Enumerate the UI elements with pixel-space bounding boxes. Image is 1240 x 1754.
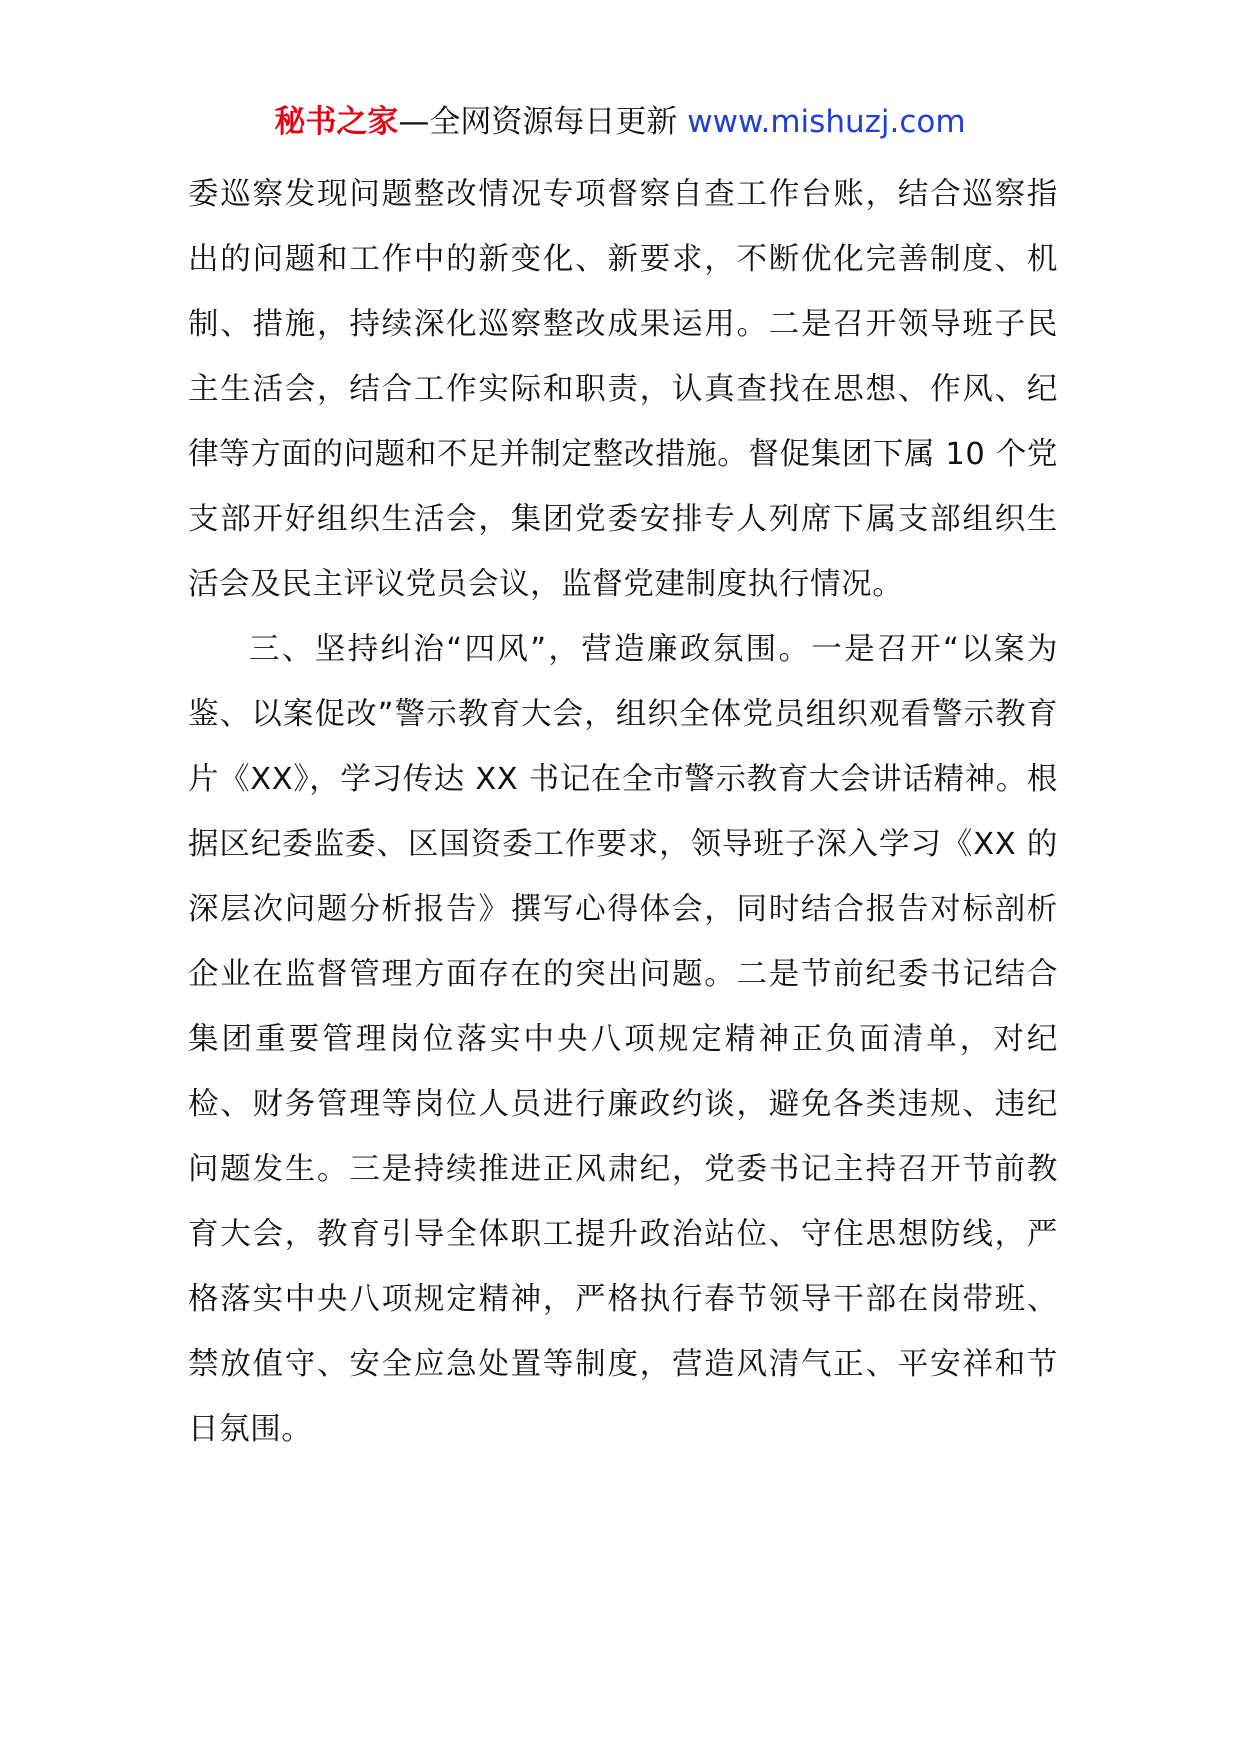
site-header	[0, 100, 1240, 144]
paragraph-section-three: 三、坚持纠治“四风”，营造廉政氛围。一是召开“以案为鉴、以案促改”警示教育大会，组织全体党员组织观看警示教育片《XX》，学习传达 XX 书记在全市警示教育大会讲话精神。根据区纪委监委、区国资委工作要求，领导班子深入学习《XX 的深层次问题分析报告》撰写心得体会，同时结合报告对标剖析企业在监督管理方面存在的突出问题。二是节前纪委书记结合集团重要管理岗位落实中央八项规定精神正负面清单，对纪检、财务管理等岗位人员进行廉政约谈，避免各类违规、违纪问题发生。三是持续推进正风肃纪，党委书记主持召开节前教育大会，教育引导全体职工提升政治站位、守住思想防线，严格落实中央八项规定精神，严格执行春节领导干部在岗带班、禁放值守、安全应急处置等制度，营造风清气正、平安祥和节日氛围。	[188, 632, 1058, 1447]
paragraph-continued: 委巡察发现问题整改情况专项督察自查工作台账，结合巡察指出的问题和工作中的新变化、新要求，不断优化完善制度、机制、措施，持续深化巡察整改成果运用。二是召开领导班子民主生活会，结合工作实际和职责，认真查找在思想、作风、纪律等方面的问题和不足并制定整改措施。督促集团下属 10 个党支部开好组织生活会，集团党委安排专人列席下属支部组织生活会及民主评议党员会议，监督党建制度执行情况。	[188, 177, 1058, 602]
site-tagline: —全网资源每日更新	[398, 104, 688, 140]
site-brand: 秘书之家	[274, 104, 399, 140]
site-url-link[interactable]: www.mishuzj.com	[687, 104, 966, 140]
document-body	[188, 162, 1058, 1462]
